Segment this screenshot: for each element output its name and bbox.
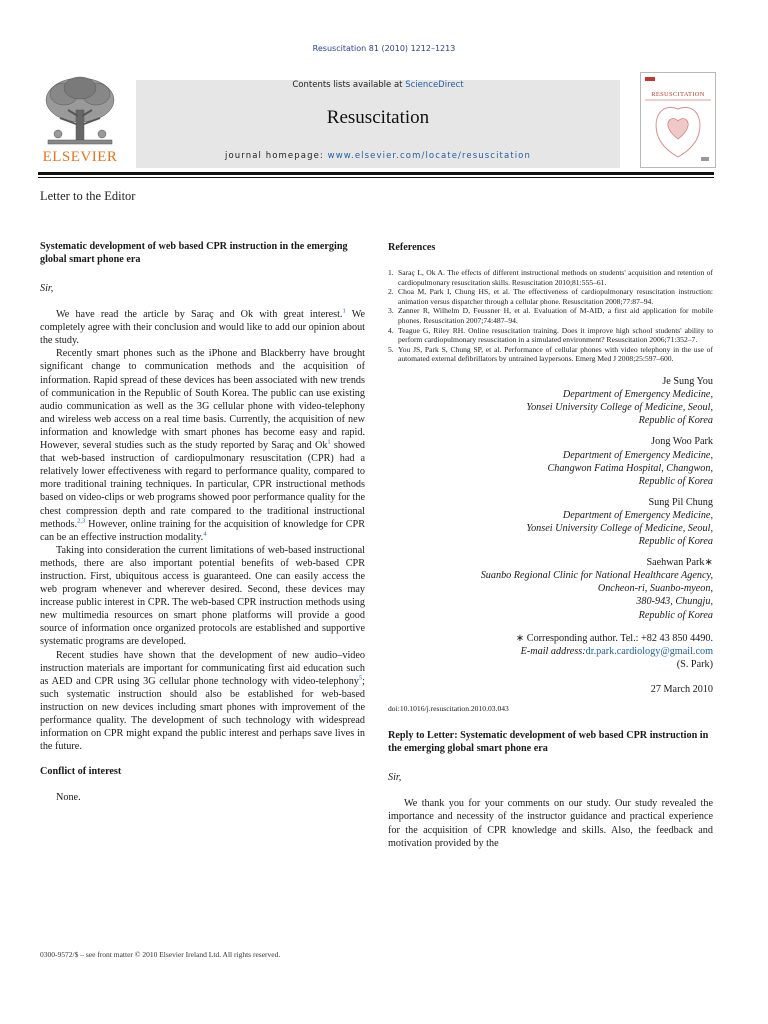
doi-link[interactable]: doi:10.1016/j.resuscitation.2010.03.043	[388, 704, 509, 713]
reply-title: Reply to Letter: Systematic development of web based CPR instruction in the emerging global smart phone era	[388, 730, 709, 755]
corresponding-mark: ∗	[704, 557, 713, 569]
author-affiliation: Suanbo Regional Clinic for National Healthcare Agency,	[480, 570, 713, 582]
correspondence-line: ∗ Corresponding author. Tel.: +82 43 850 4490.	[515, 632, 713, 644]
author-affiliation: 380-943, Chungju,	[636, 596, 713, 608]
author-affiliation: Republic of Korea	[638, 536, 713, 548]
author-affiliation: Department of Emergency Medicine,	[562, 449, 713, 461]
conflict-text: None.	[56, 792, 81, 804]
reference-item[interactable]	[388, 326, 713, 345]
author-affiliation: Republic of Korea	[638, 475, 713, 487]
reply-salutation: Sir,	[388, 772, 402, 784]
author-name: Jong Woo Park	[651, 436, 713, 448]
letter-column	[40, 240, 365, 804]
reference-link[interactable]: 4	[203, 530, 207, 538]
journal-cover[interactable]	[640, 72, 716, 168]
reference-text: Choa M, Park I, Chung HS, et al. The effectiveness of cardiopulmonary resuscitation instruction: animation versus dispatcher through a cellular phone. Resuscitation 2008;77:87–94.	[398, 287, 713, 306]
author-name-text: Saehwan Park	[646, 557, 705, 569]
reference-item[interactable]	[388, 268, 713, 287]
author-affiliation: Yonsei University College of Medicine, Seoul,	[526, 402, 713, 414]
header-rule	[38, 172, 714, 175]
references-heading: References	[388, 242, 436, 253]
correspondence	[388, 632, 713, 671]
reference-number: 4.	[388, 325, 394, 335]
author-affiliation: Yonsei University College of Medicine, Seoul,	[526, 522, 713, 534]
text-run: showed that web-based instruction of cardiopulmonary resuscitation (CPR) had a relatively lower effectiveness with regard to performance quality, compared to more traditional training techniques. In particular, CPR instructional methods based on video-clips or web programs showed poor performance quality for the chest compression depth and rate compared to the traditional instructional methods.	[40, 440, 365, 530]
reference-number: 3.	[388, 306, 394, 316]
reference-number: 1.	[388, 268, 394, 278]
paragraph	[40, 308, 365, 347]
author-affiliation: Republic of Korea	[638, 609, 713, 621]
author-block	[388, 375, 713, 622]
text-run: Recently smart phones such as the iPhone and Blackberry have brought significant change to communication methods and the acquisition of information. Rapid spread of these devices has been associated with new trends of communication in the Republic of South Korea. The public can use existing audio communication as well as the 3G cellular phone with video-telephony and wireless web access on a real time basis. Currently, the acquisition of new information and knowledge with smart phones has become easy and rapid. However, several studies such as the study reported by Saraç and Ok	[40, 348, 365, 452]
paragraph	[40, 544, 365, 649]
elsevier-tree-icon	[38, 74, 122, 148]
reference-link[interactable]: 1	[327, 438, 331, 446]
copyright-footer: 0300-9572/$ – see front matter © 2010 Elsevier Ireland Ltd. All rights reserved.	[40, 950, 281, 959]
author-affiliation: Changwon Fatima Hospital, Changwon,	[547, 462, 713, 474]
author-affiliation: Republic of Korea	[638, 415, 713, 427]
section-label: Letter to the Editor	[40, 189, 136, 203]
reference-link[interactable]: 2,3	[77, 517, 86, 525]
reference-number: 5.	[388, 344, 394, 354]
paragraph	[40, 649, 365, 754]
contents-prefix: Contents lists available at	[292, 80, 406, 90]
cover-art-icon	[641, 73, 715, 167]
sciencedirect-link[interactable]: ScienceDirect	[405, 80, 464, 90]
text-run: Recent studies have shown that the development of new audio–video instruction materials are important for communicating first aid education such as AED and CPR using 3G cellular phone technology with video-telephony	[40, 649, 365, 687]
journal-citation[interactable]: Resuscitation 81 (2010) 1212–1213	[312, 44, 456, 53]
reference-text: Teague G, Riley RH. Online resuscitation training. Does it improve high school students' ability to perform cardiopulmonary resuscitation in a simulated environment? Resuscitation 2006;71:352–7.	[398, 325, 713, 345]
homepage-line	[136, 151, 620, 161]
text-run: We have read the article by Saraç and Ok with great interest.	[56, 309, 343, 321]
correspondence-name: (S. Park)	[676, 658, 713, 670]
author-affiliation: Oncheon-ri, Suanbo-myeon,	[597, 583, 713, 595]
reference-link[interactable]: 1	[342, 307, 346, 315]
author-affiliation: Department of Emergency Medicine,	[562, 389, 713, 401]
text-run: However, online training for the acquisition of knowledge for CPR can be an effective instruction modality.	[40, 518, 365, 543]
reference-number: 2.	[388, 287, 394, 297]
text-run: Taking into consideration the current limitations of web-based instructional methods, there are also important potential benefits of web-based CPR instruction. First, ubiquitous access is guaranteed. One can easily access the web program whenever and wherever desired. Second, these devices may increase public interest in CPR. The web-based CPR instruction methods using new multimedia resources on smart phone platforms will provide a good source of information once organized protocols are established and supportive systematic programs are developed.	[40, 544, 365, 648]
email-label: E-mail address:	[520, 645, 586, 657]
reference-link[interactable]: 5	[358, 674, 363, 682]
homepage-link[interactable]: www.elsevier.com/locate/resuscitation	[327, 151, 531, 161]
text-run: ; such systematic instruction should also be established for web-based instruction on new devices including smart phones with improvement of the performance quality. The development of such technology with widespread information on CPR might expand the public interest and perhaps save lives in the future.	[40, 675, 365, 753]
email-line	[388, 645, 713, 658]
reference-text: Saraç L, Ok A. The effects of different instructional methods on students' acquisition and retention of cardiopulmonary resuscitation skills. Resuscitation 2010;81:555–61.	[398, 268, 713, 287]
reference-item[interactable]	[388, 345, 713, 364]
contents-line	[136, 80, 620, 90]
letter-date: 27 March 2010	[650, 683, 713, 695]
reply-paragraph: We thank you for your comments on our study. Our study revealed the importance and necessity of the instructor guidance and practical experience for the acquisition of CPR knowledge and skills. Also, the feedback and motivation provided by the	[388, 798, 713, 849]
elsevier-logo[interactable]	[38, 74, 124, 170]
reference-text: Zanner R, Wilhelm D, Feussner H, et al. Evaluation of M-AID, a first aid application for mobile phones. Resuscitation 2007;74:487–94.	[398, 306, 713, 326]
homepage-prefix: journal homepage:	[225, 151, 328, 161]
conflict-heading: Conflict of interest	[40, 766, 122, 778]
reference-item[interactable]	[388, 306, 713, 325]
email-link[interactable]: dr.park.cardiology@gmail.com	[585, 645, 713, 657]
reference-item[interactable]	[388, 287, 713, 306]
author-name: Sung Pil Chung	[648, 496, 713, 508]
text-run: We completely agree with their conclusion and would like to add our opinion about the study.	[40, 309, 366, 347]
header-rule-thin	[38, 177, 714, 178]
cover-title: RESUSCITATION	[651, 91, 705, 98]
reference-list	[388, 268, 713, 364]
article-title: Systematic development of web based CPR instruction in the emerging global smart phone era	[40, 241, 348, 265]
reference-text: You JS, Park S, Chung SP, et al. Performance of cellular phones with video telephony in the use of automated external defibrillators by untrained laypersons. Emerg Med J 2008;25:597–600.	[398, 344, 713, 364]
publisher-name: ELSEVIER	[42, 149, 118, 165]
salutation: Sir,	[40, 283, 54, 294]
author-name-corresponding	[388, 556, 713, 569]
right-column	[388, 241, 713, 850]
author-affiliation: Department of Emergency Medicine,	[562, 509, 713, 521]
author-name: Je Sung You	[662, 376, 713, 388]
paragraph	[40, 347, 365, 543]
journal-title: Resuscitation	[326, 107, 430, 128]
